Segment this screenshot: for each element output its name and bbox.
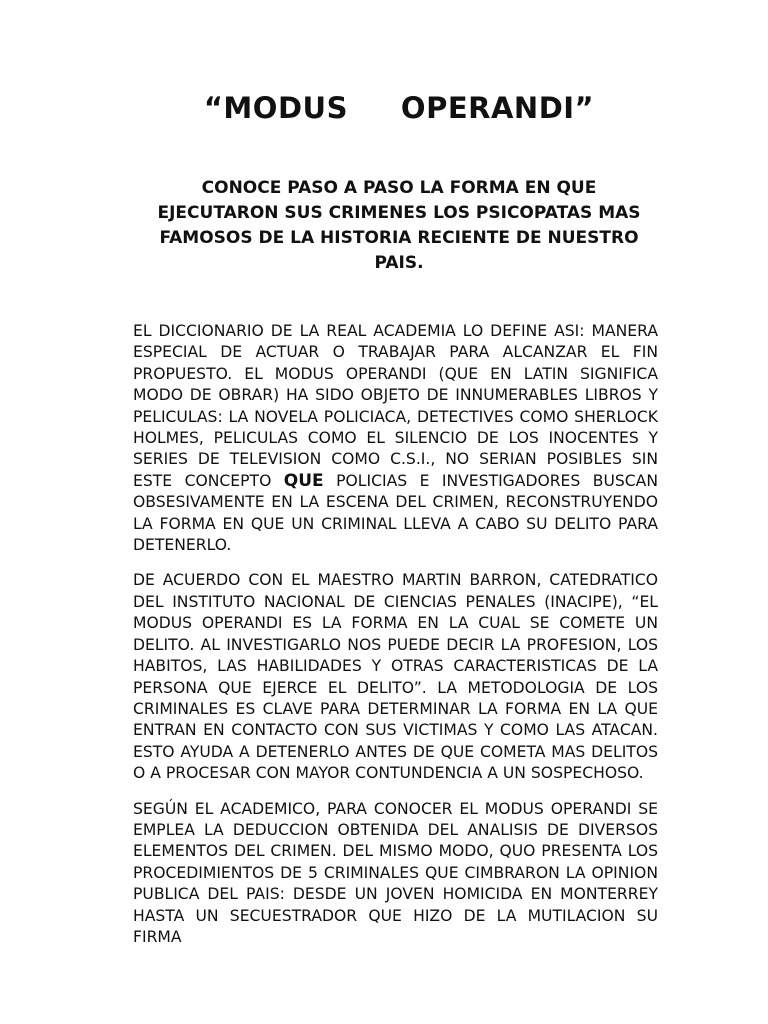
document-subtitle: CONOCE PASO A PASO LA FORMA EN QUE EJECUTARON SUS CRIMENES LOS PSICOPATAS MAS FAMOSOS DE LA HISTORIA RECIENTE DE NUESTRO PAIS. (157, 178, 641, 273)
paragraph-barron-quote: DE ACUERDO CON EL MAESTRO MARTIN BARRON, CATEDRATICO DEL INSTITUTO NACIONAL DE CIENCIAS PENALES (INACIPE), “EL MODUS OPERANDI ES LA FORMA EN LA CUAL SE COMETE UN DELITO. AL INVESTIGARLO NOS PUEDE DECIR LA PROFESION, LOS HABITOS, LAS HABILIDADES Y OTRAS CARACTERISTICAS DE LA PERSONA QUE EJERCE EL DELITO”. LA METODOLOGIA DE LOS CRIMINALES ES CLAVE PARA DETERMINAR LA FORMA EN LA QUE ENTRAN EN CONTACTO CON SUS VICTIMAS Y COMO LAS ATACAN. ESTO AYUDA A DETENERLO ANTES DE QUE COMETA MAS DELITOS O A PROCESAR CON MAYOR CONTUNDENCIA A UN SOSPECHOSO. (133, 571, 658, 783)
paragraph-definition (133, 321, 658, 556)
document-title: “MODUS OPERANDI” (203, 91, 595, 125)
paragraph-definition-text-start: EL DICCIONARIO DE LA REAL ACADEMIA LO DEFINE ASI: MANERA ESPECIAL DE ACTUAR O TRABAJAR PARA ALCANZAR EL FIN PROPUESTO. EL MODUS OPERANDI (QUE EN LATIN SIGNIFICA MODO DE OBRAR) HA SIDO OBJETO DE INNUMERABLES LIBROS Y PELICULAS: LA NOVELA POLICIACA, DETECTIVES COMO SHERLOCK HOLMES, PELICULAS COMO EL SILENCIO DE LOS INOCENTES Y SERIES DE TELEVISION COMO C.S.I., NO SERIAN POSIBLES SIN ESTE CONCEPTO (133, 322, 658, 490)
paragraph-definition-text-end: POLICIAS E INVESTIGADORES BUSCAN OBSESIVAMENTE EN LA ESCENA DEL CRIMEN, RECONSTRUYENDO LA FORMA EN QUE UN CRIMINAL LLEVA A CABO SU DELITO PARA DETENERLO. (133, 471, 658, 555)
paragraph-academic: SEGÚN EL ACADEMICO, PARA CONOCER EL MODUS OPERANDI SE EMPLEA LA DEDUCCION OBTENIDA DEL ANALISIS DE DIVERSOS ELEMENTOS DEL CRIMEN. DEL MISMO MODO, QUO PRESENTA LOS PROCEDIMIENTOS DE 5 CRIMINALES QUE CIMBRARON LA OPINION PUBLICA DEL PAIS: DESDE UN JOVEN HOMICIDA EN MONTERREY HASTA UN SECUESTRADOR QUE HIZO DE LA MUTILACION SU FIRMA (133, 799, 658, 946)
document-body (133, 321, 658, 962)
emphasized-word: QUE (283, 470, 324, 491)
